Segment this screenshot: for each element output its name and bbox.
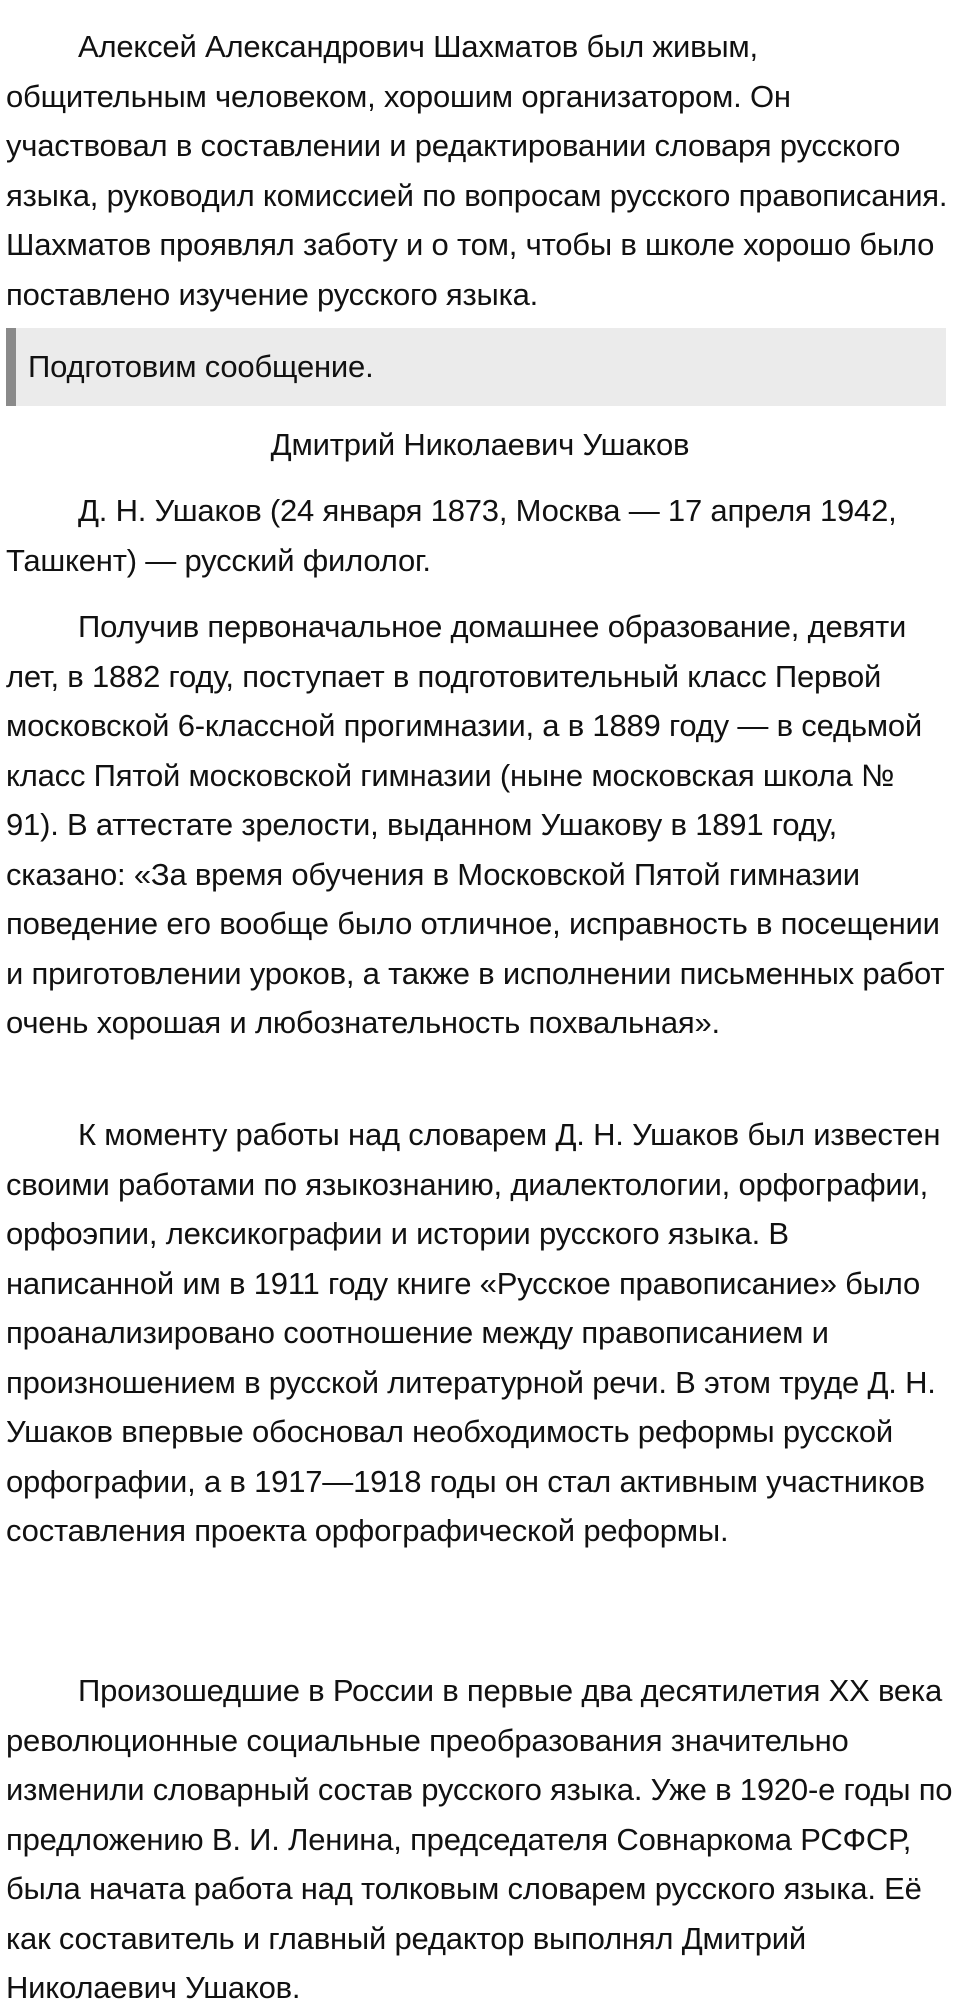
paragraph-shakhmatov	[0, 22, 960, 319]
paragraph-text: Д. Н. Ушаков (24 января 1873, Москва — 17 апреля 1942, Ташкент) — русский филолог.	[6, 493, 897, 578]
section-title: Дмитрий Николаевич Ушаков	[270, 427, 690, 462]
paragraph-text: Получив первоначальное домашнее образование, девяти лет, в 1882 году, поступает в подготовительный класс Первой московской 6-классной прогимназии, а в 1889 году — в седьмой класс Пятой московской гимназии (ныне московская школа № 91). В аттестате зрелости, выданном Ушакову в 1891 году, сказано: «За время обучения в Московской Пятой гимназии поведение его вообще было отличное, исправность в посещении и приготовлении уроков, а также в исполнении письменных работ очень хорошая и любознательность похвальная».	[6, 609, 945, 1040]
paragraph-text: К моменту работы над словарем Д. Н. Ушаков был известен своими работами по языкознанию, диалектологии, орфографии, орфоэпии, лексикографии и истории русского языка. В написанной им в 1911 году книге «Русское правописание» было проанализировано соотношение между правописанием и произношением в русской литературной речи. В этом труде Д. Н. Ушаков впервые обосновал необходимость реформы русской орфографии, а в 1917—1918 годы он стал активным участников составления проекта орфографической реформы.	[6, 1117, 941, 1548]
paragraph-works	[0, 1110, 960, 1556]
paragraph-dictionary	[0, 1666, 960, 2013]
callout-box: Подготовим сообщение.	[6, 328, 946, 406]
paragraph-education	[0, 602, 960, 1048]
paragraph-text: Алексей Александрович Шахматов был живым, общительным человеком, хорошим организатором. Он участвовал в составлении и редактировании словаря русского языка, руководил комиссией по вопросам русского правописания. Шахматов проявлял заботу и о том, чтобы в школе хорошо было поставлено изучение русского языка.	[6, 29, 948, 312]
paragraph-text: Произошедшие в России в первые два десятилетия XX века революционные социальные преобразования значительно изменили словарный состав русского языка. Уже в 1920-е годы по предложению В. И. Ленина, председателя Совнаркома РСФСР, была начата работа над толковым словарем русского языка. Её как составитель и главный редактор выполнял Дмитрий Николаевич Ушаков.	[6, 1673, 953, 2005]
paragraph-biography	[0, 486, 960, 585]
